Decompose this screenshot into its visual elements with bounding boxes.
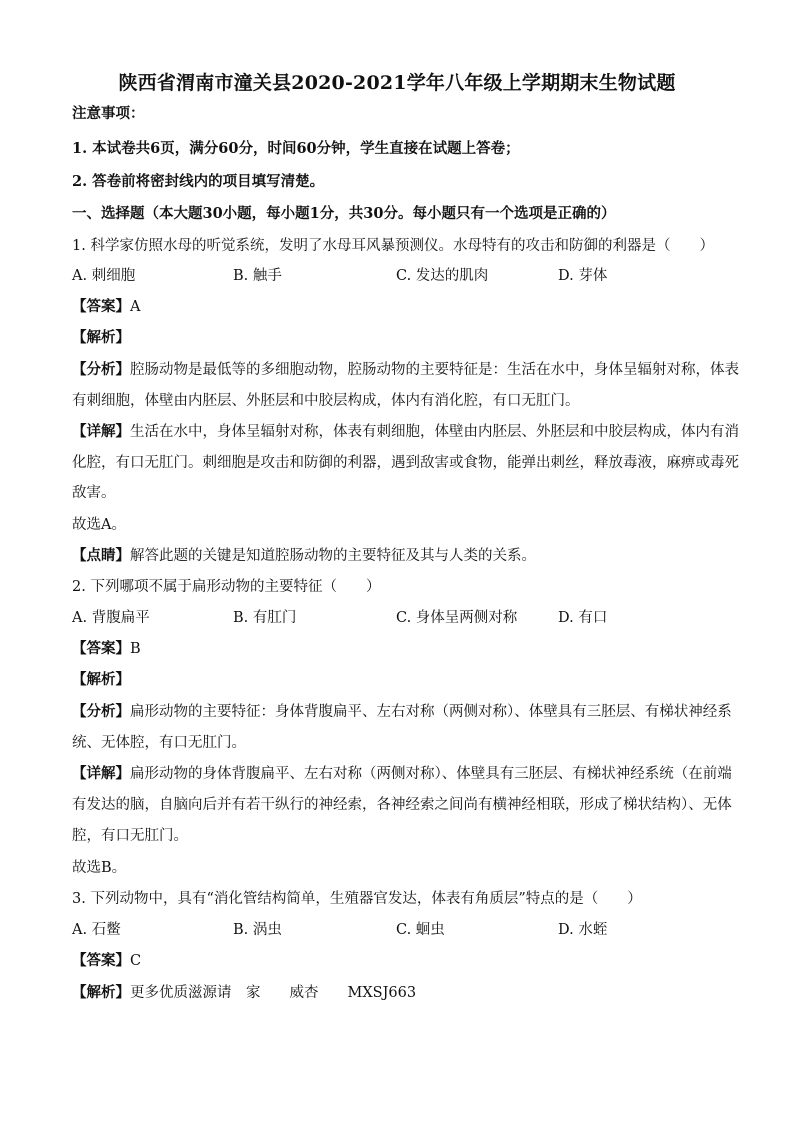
- notes-heading: 注意事项：: [72, 105, 145, 122]
- answer-value: A: [130, 299, 141, 315]
- question-2-stem: 2. 下列哪项不属于扁形动物的主要特征（ ）: [72, 579, 381, 595]
- question-1-fenxi: [72, 360, 739, 380]
- analysis-tag: 【解析】: [72, 984, 130, 1001]
- option-c: C. 身体呈两侧对称: [396, 610, 518, 626]
- option-d: D. 芽体: [558, 268, 608, 284]
- fenxi-tag: 【分析】: [72, 361, 130, 378]
- question-1-choose: 故选A。: [72, 517, 126, 533]
- question-1-xiangjie: [72, 422, 739, 442]
- question-1-fenxi-cont: 有刺细胞，体壁由内胚层、外胚层和中胶层构成，体内有消化腔，有口无肛门。: [72, 393, 580, 409]
- analysis-text: 更多优质滋源请 家 威杏 MXSJ663: [130, 985, 417, 1001]
- question-1-dianjing: [72, 546, 722, 566]
- question-2-choose: 故选B。: [72, 860, 127, 876]
- option-a: A. 石鳖: [72, 922, 121, 938]
- question-1-options: [72, 266, 722, 286]
- question-1-xiangjie-cont-2: 敌害。: [72, 485, 116, 501]
- xiangjie-tag: 【详解】: [72, 765, 130, 782]
- question-2-answer: [72, 639, 722, 659]
- option-c: C. 蛔虫: [396, 922, 445, 938]
- notes-item-1: 1. 本试卷共6页，满分60分，时间60分钟，学生直接在试题上答卷；: [72, 140, 520, 157]
- question-2-xiangjie-cont: 有发达的脑，自脑向后并有若干纵行的神经索，各神经索之间尚有横神经相联，形成了梯状结构）、无体: [72, 797, 732, 813]
- option-b: B. 有肛门: [233, 610, 297, 626]
- answer-tag: 【答案】: [72, 298, 130, 315]
- answer-tag: 【答案】: [72, 952, 130, 969]
- option-a: A. 背腹扁平: [72, 610, 150, 626]
- question-3-options: [72, 920, 722, 940]
- question-2-fenxi: [72, 702, 732, 722]
- notes-item-2: 2. 答卷前将密封线内的项目填写清楚。: [72, 173, 325, 190]
- option-b: B. 触手: [233, 268, 282, 284]
- answer-value: C: [130, 953, 142, 969]
- question-3-answer: [72, 951, 722, 971]
- question-2-analysis-tag: [72, 670, 722, 690]
- xiangjie-tag: 【详解】: [72, 423, 130, 440]
- xiangjie-text: 扁形动物的身体背腹扁平、左右对称（两侧对称）、体壁具有三胚层、有梯状神经系统（在前端: [130, 766, 732, 782]
- fenxi-tag: 【分析】: [72, 703, 130, 720]
- question-2-xiangjie: [72, 764, 732, 784]
- option-b: B. 涡虫: [233, 922, 282, 938]
- answer-tag: 【答案】: [72, 640, 130, 657]
- analysis-tag: 【解析】: [72, 329, 130, 346]
- option-d: D. 水蛭: [558, 922, 608, 938]
- answer-value: B: [130, 641, 141, 657]
- dianjing-text: 解答此题的关键是知道腔肠动物的主要特征及其与人类的关系。: [130, 548, 536, 564]
- question-1-xiangjie-cont: 化腔，有口无肛门。刺细胞是攻击和防御的利器，遇到敌害或食物，能弹出刺丝，释放毒液，麻痹或毒死: [72, 455, 739, 471]
- fenxi-text: 腔肠动物是最低等的多细胞动物，腔肠动物的主要特征是：生活在水中，身体呈辐射对称，体表: [130, 362, 739, 378]
- option-d: D. 有口: [558, 610, 608, 626]
- question-2-fenxi-cont: 统、无体腔，有口无肛门。: [72, 735, 246, 751]
- question-2-xiangjie-cont-2: 腔，有口无肛门。: [72, 828, 188, 844]
- question-2-options: [72, 608, 722, 628]
- question-1-analysis-tag: [72, 328, 722, 348]
- fenxi-text: 扁形动物的主要特征：身体背腹扁平、左右对称（两侧对称）、体壁具有三胚层、有梯状神经系: [130, 704, 732, 720]
- xiangjie-text: 生活在水中，身体呈辐射对称，体表有刺细胞，体壁由内胚层、外胚层和中胶层构成，体内有消: [130, 424, 739, 440]
- section-heading: 一、选择题（本大题30小题，每小题1分，共30分。每小题只有一个选项是正确的）: [72, 205, 616, 222]
- question-3-analysis: [72, 983, 722, 1003]
- option-a: A. 刺细胞: [72, 268, 136, 284]
- question-3-stem: 3. 下列动物中，具有“消化管结构简单，生殖器官发达，体表有角质层”特点的是（ ）: [72, 891, 642, 907]
- question-1-stem: 1. 科学家仿照水母的听觉系统，发明了水母耳风暴预测仪。水母特有的攻击和防御的利器是（ ）: [72, 238, 714, 254]
- dianjing-tag: 【点睛】: [72, 547, 130, 564]
- option-c: C. 发达的肌肉: [396, 268, 489, 284]
- analysis-tag: 【解析】: [72, 671, 130, 688]
- document-title: 陕西省渭南市潼关县2020-2021学年八年级上学期期末生物试题: [118, 72, 676, 94]
- question-1-answer: [72, 297, 722, 317]
